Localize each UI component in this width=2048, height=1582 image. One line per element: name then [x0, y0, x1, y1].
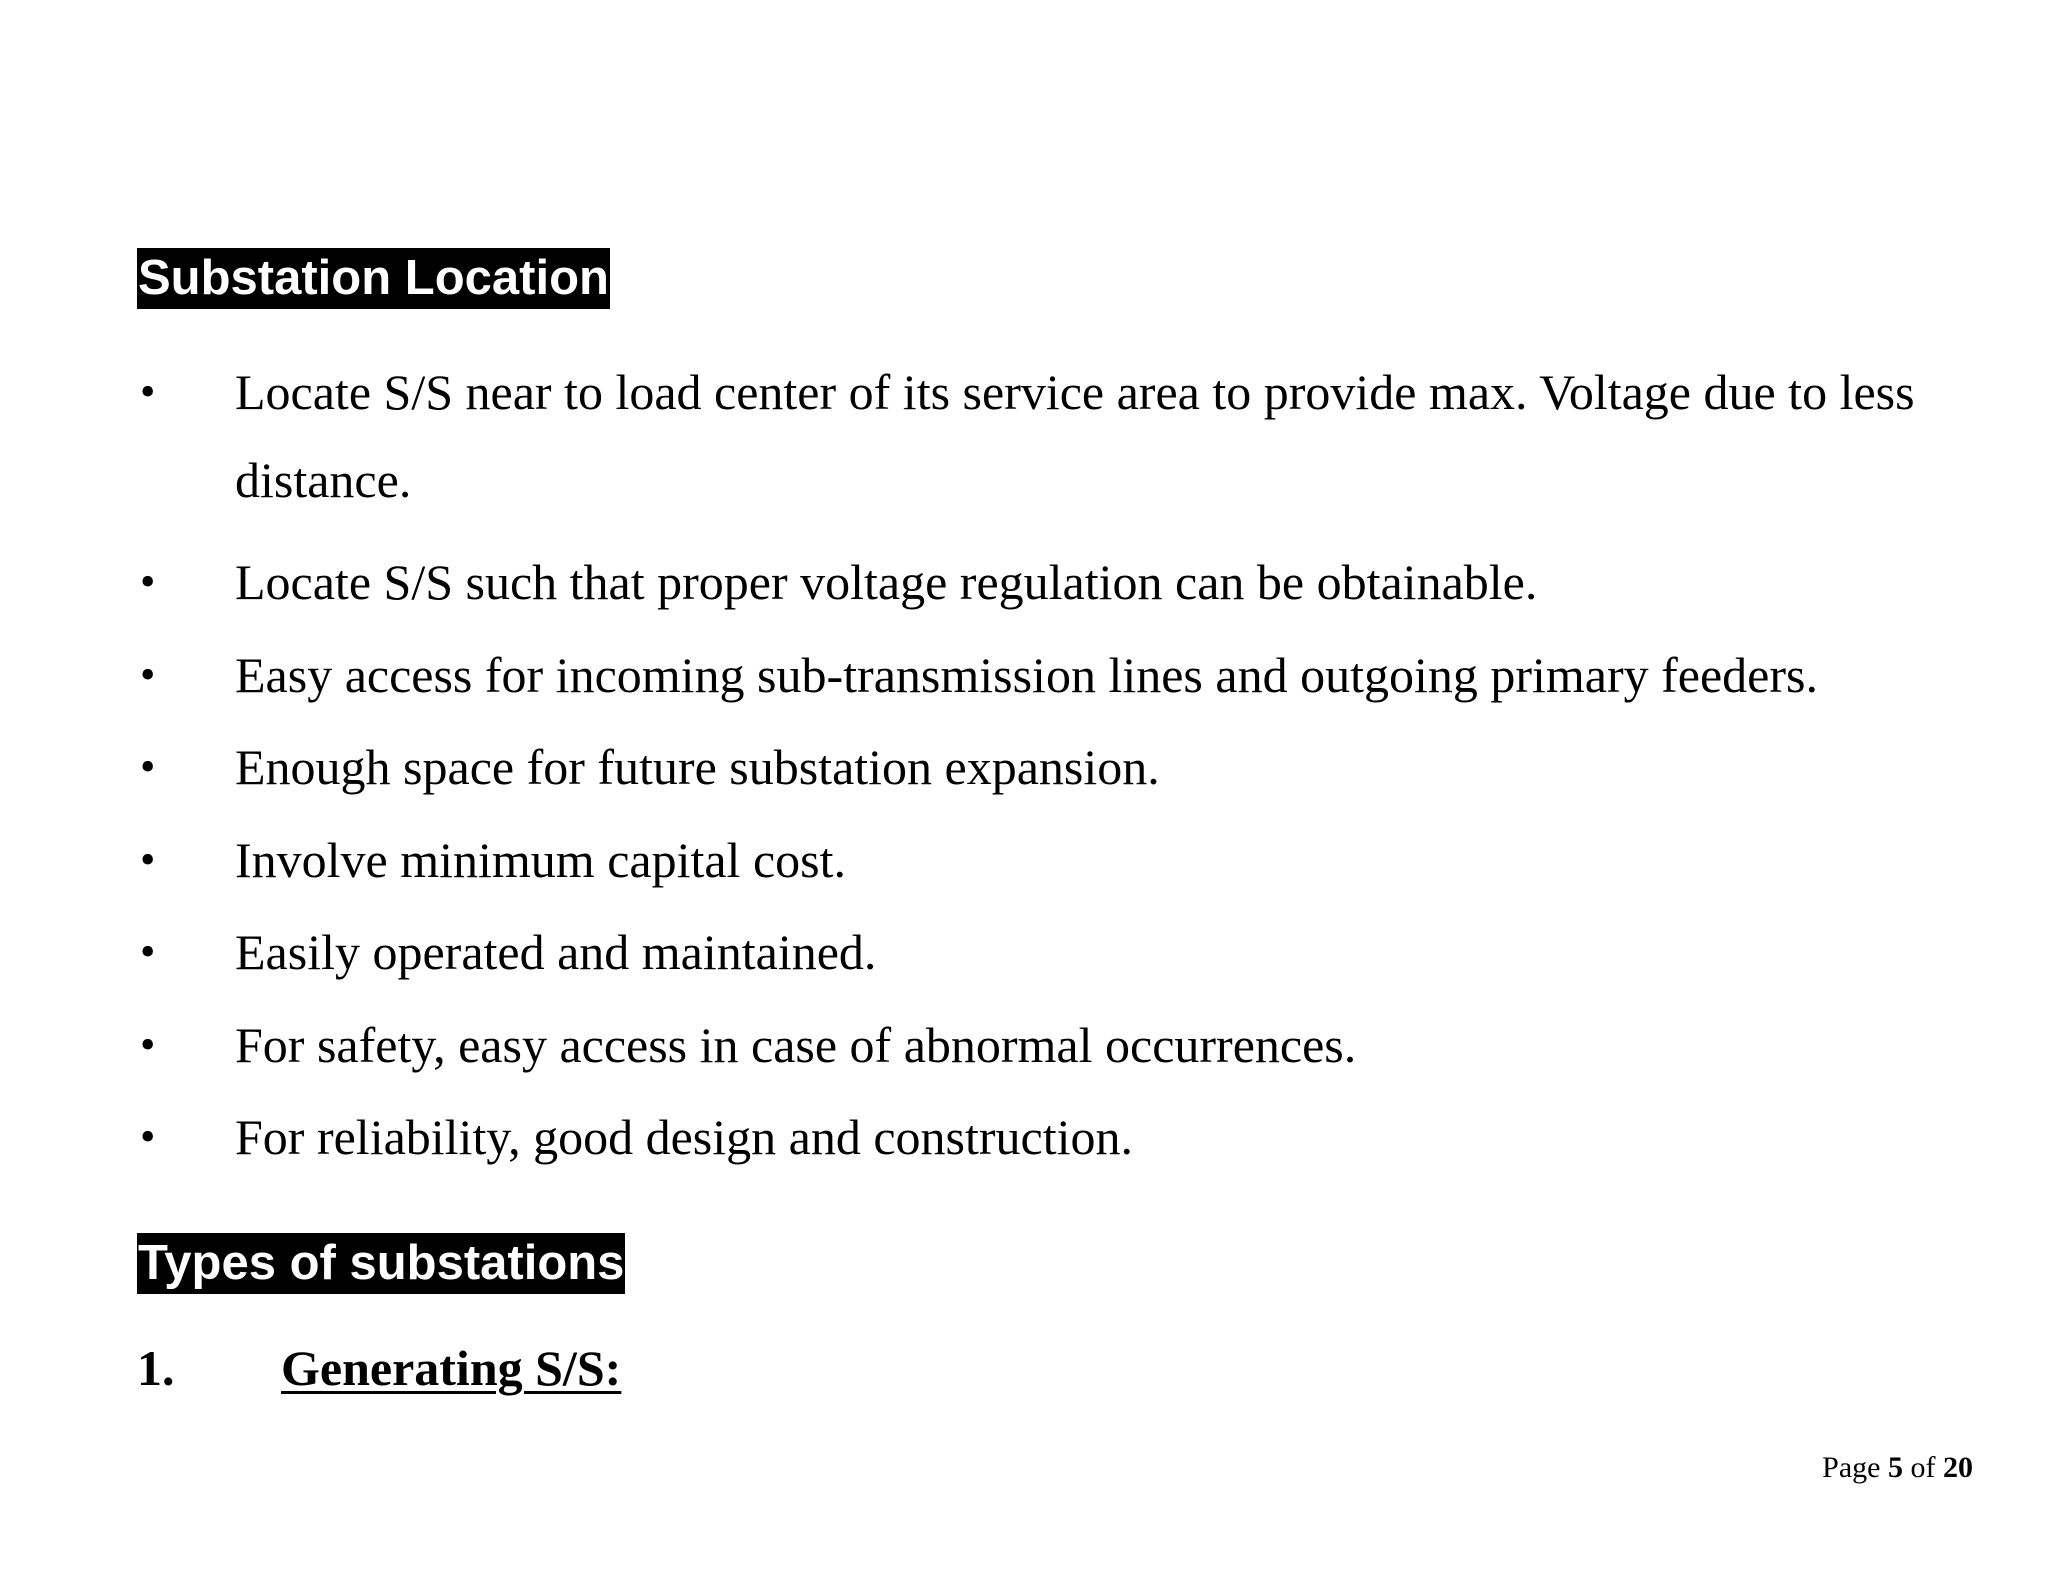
bullet-icon: •	[140, 1112, 156, 1161]
item-label: Generating S/S:	[281, 1340, 622, 1396]
bullet-icon: •	[140, 557, 156, 606]
list-item-text: For reliability, good design and construction.	[235, 1109, 1133, 1165]
list-item-text: Enough space for future substation expansion.	[235, 739, 1160, 795]
bullet-icon: •	[140, 927, 156, 976]
section-heading-substation-location: Substation Location	[137, 248, 610, 309]
list-item-text: Locate S/S such that proper voltage regulation can be obtainable.	[235, 554, 1538, 610]
bullet-icon: •	[140, 835, 156, 884]
page-word: Page	[1822, 1451, 1881, 1484]
bullet-icon: •	[140, 650, 156, 699]
item-number: 1.	[137, 1340, 175, 1396]
current-page-number: 5	[1888, 1451, 1903, 1484]
list-item-text: For safety, easy access in case of abnormal occurrences.	[235, 1017, 1357, 1073]
bullet-icon: •	[140, 1020, 156, 1069]
section-heading-types-of-substations: Types of substations	[137, 1233, 625, 1294]
list-item-text: Locate S/S near to load center of its service area to provide max. Voltage due to less distance.	[235, 364, 1915, 508]
bullet-icon: •	[140, 742, 156, 791]
list-item-text: Involve minimum capital cost.	[235, 832, 846, 888]
total-pages-number: 20	[1943, 1451, 1973, 1484]
list-item-text: Easily operated and maintained.	[235, 924, 877, 980]
list-item-text: Easy access for incoming sub-transmission lines and outgoing primary feeders.	[235, 647, 1818, 703]
of-word: of	[1910, 1451, 1936, 1484]
bullet-icon: •	[140, 367, 156, 416]
page-number-footer	[1822, 1448, 1973, 1488]
